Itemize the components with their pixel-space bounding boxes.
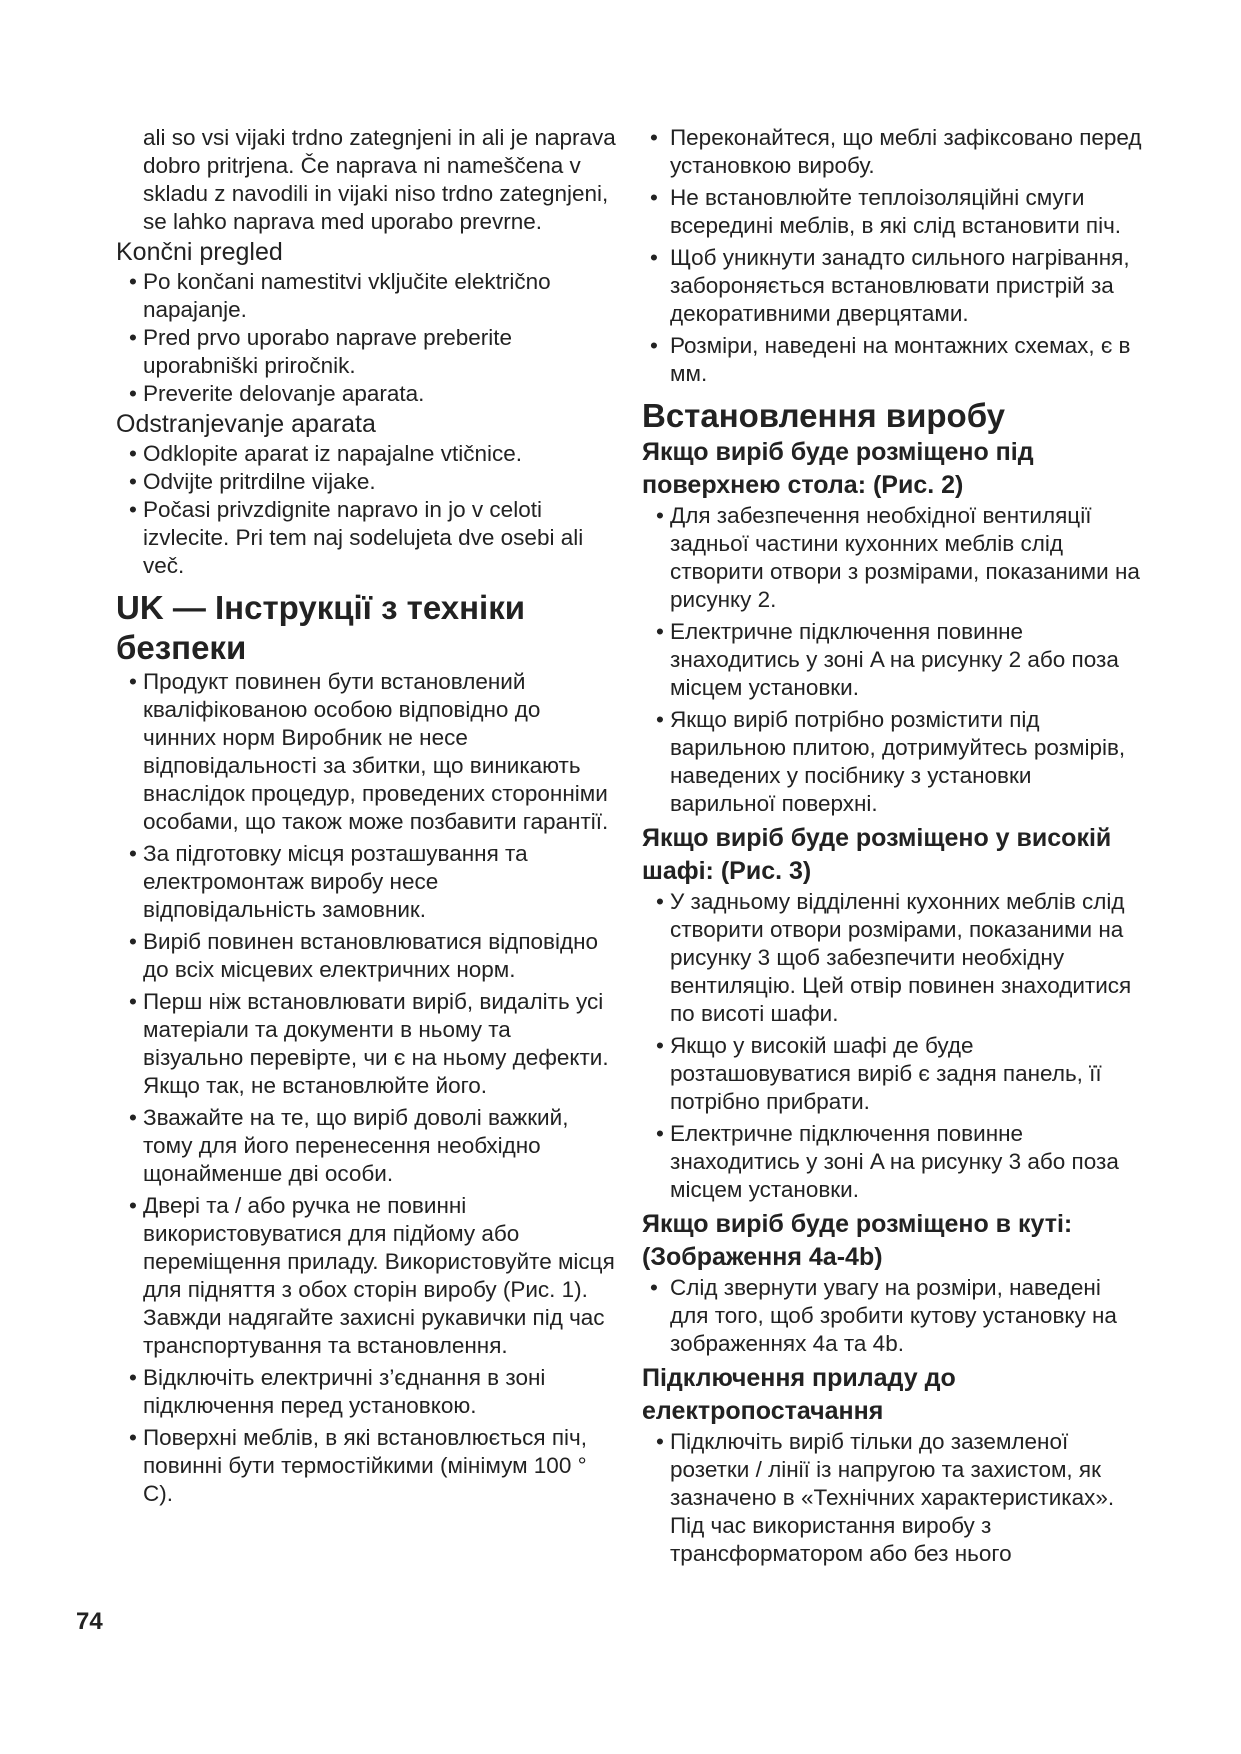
- list-item: • Двері та / або ручка не повинні використовуватися для підйому або переміщення приладу. Використовуйте місця для підняття з обох сторін виробу (Рис. 1). Завжди надягайте захисні рукавички під час транспортування та встановлення.: [116, 1192, 616, 1360]
- list-item: • Переконайтеся, що меблі зафіксовано перед установкою виробу.: [642, 124, 1142, 180]
- list-item: • Якщо у високій шафі де буде розташовуватися виріб є задня панель, її потрібно прибрати.: [642, 1032, 1142, 1116]
- intro-paragraph: ali so vsi vijaki trdno zategnjeni in ali je naprava dobro pritrjena. Če naprava ni nameščena v skladu z navodili in vijaki niso trdno zategnjeni, se lahko naprava med uporabo prevrne.: [143, 125, 616, 234]
- uk-safety-heading: UK — Інструкції з техніки безпеки: [116, 589, 526, 666]
- list-item: • Перш ніж встановлювати виріб, видаліть усі матеріали та документи в ньому та візуально перевірте, чи є на ньому дефекти. Якщо так, не встановлюйте його.: [116, 988, 616, 1100]
- under-counter-heading: Якщо виріб буде розміщено під поверхнею стола: (Рис. 2): [642, 438, 1034, 499]
- final-check-list: [116, 268, 616, 408]
- list-item: • Počasi privzdignite napravo in jo v celoti izvlecite. Pri tem naj sodelujeta dve osebi ali več.: [116, 496, 616, 580]
- list-item: • Якщо виріб потрібно розмістити під варильною плитою, дотримуйтесь розмірів, наведених у посібнику з установки варильної поверхні.: [642, 706, 1142, 818]
- tall-cabinet-heading: Якщо виріб буде розміщено у високій шафі: (Рис. 3): [642, 824, 1112, 885]
- installation-heading: Встановлення виробу: [642, 397, 1005, 434]
- under-counter-list: [642, 502, 1142, 818]
- list-item: • Po končani namestitvi vključite električno napajanje.: [116, 268, 616, 324]
- page-number: 74: [76, 1608, 103, 1635]
- list-item: • Підключіть виріб тільки до заземленої розетки / лінії із напругою та захистом, як зазначено в «Технічних характеристиках». Під час використання виробу з трансформатором або без нього: [642, 1428, 1142, 1568]
- corner-list: [642, 1274, 1142, 1358]
- power-heading: Підключення приладу до електропостачання: [642, 1364, 956, 1425]
- list-item: • Щоб уникнути занадто сильного нагрівання, забороняється встановлювати пристрій за декоративними дверцятами.: [642, 244, 1142, 328]
- list-item: • Продукт повинен бути встановлений кваліфікованою особою відповідно до чинних норм Виробник не несе відповідальності за збитки, що виникають внаслідок процедур, проведених сторонніми особами, що також може позбавити гарантії.: [116, 668, 616, 836]
- uk-safety-list: [116, 668, 616, 1508]
- list-item: • Preverite delovanje aparata.: [116, 380, 616, 408]
- list-item: • У задньому відділенні кухонних меблів слід створити отвори розмірами, показаними на рисунку 3 щоб забезпечити необхідну вентиляцію. Цей отвір повинен знаходитися по висоті шафи.: [642, 888, 1142, 1028]
- list-item: • Розміри, наведені на монтажних схемах, є в мм.: [642, 332, 1142, 388]
- removal-heading: Odstranjevanje aparata: [116, 410, 376, 438]
- list-item: • Зважайте на те, що виріб доволі важкий, тому для його перенесення необхідно щонайменше дві особи.: [116, 1104, 616, 1188]
- top-list: [642, 124, 1142, 388]
- left-column: [116, 124, 616, 1512]
- list-item: • Odklopite aparat iz napajalne vtičnice.: [116, 440, 616, 468]
- final-check-heading: Končni pregled: [116, 238, 283, 266]
- list-item: • Відключіть електричні з’єднання в зоні підключення перед установкою.: [116, 1364, 616, 1420]
- list-item: • Слід звернути увагу на розміри, наведені для того, щоб зробити кутову установку на зображеннях 4a та 4b.: [642, 1274, 1142, 1358]
- list-item: • За підготовку місця розташування та електромонтаж виробу несе відповідальність замовник.: [116, 840, 616, 924]
- list-item: • Електричне підключення повинне знаходитись у зоні A на рисунку 3 або поза місцем установки.: [642, 1120, 1142, 1204]
- list-item: • Pred prvo uporabo naprave preberite uporabniški priročnik.: [116, 324, 616, 380]
- right-column: [642, 124, 1142, 1568]
- tall-cabinet-list: [642, 888, 1142, 1204]
- list-item: • Електричне підключення повинне знаходитись у зоні A на рисунку 2 або поза місцем установки.: [642, 618, 1142, 702]
- removal-list: [116, 440, 616, 580]
- list-item: • Не встановлюйте теплоізоляційні смуги всередині меблів, в які слід встановити піч.: [642, 184, 1142, 240]
- corner-heading: Якщо виріб буде розміщено в куті: (Зображення 4a-4b): [642, 1210, 1073, 1271]
- list-item: • Odvijte pritrdilne vijake.: [116, 468, 616, 496]
- power-list: [642, 1428, 1142, 1568]
- list-item: • Поверхні меблів, в які встановлюється піч, повинні бути термостійкими (мінімум 100 ° C).: [116, 1424, 616, 1508]
- list-item: • Для забезпечення необхідної вентиляції задньої частини кухонних меблів слід створити отвори з розмірами, показаними на рисунку 2.: [642, 502, 1142, 614]
- list-item: • Виріб повинен встановлюватися відповідно до всіх місцевих електричних норм.: [116, 928, 616, 984]
